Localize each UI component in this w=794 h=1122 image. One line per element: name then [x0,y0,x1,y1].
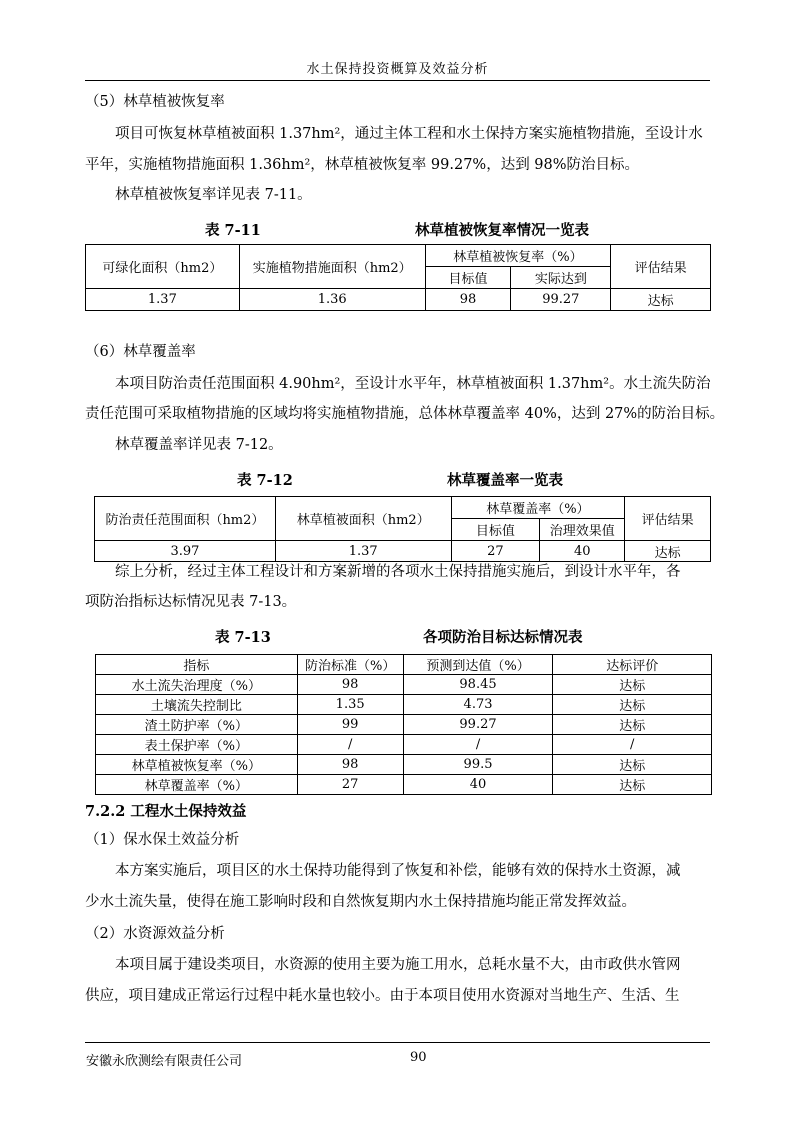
table-header-cell: 林草植被恢复率（%） [425,245,611,267]
paragraph: 供应，项目建成正常运行过程中耗水量也较小。由于本项目使用水资源对当地生产、生活、生 [85,988,680,1004]
table-cell: 99.5 [403,755,553,775]
table-header-cell: 评估结果 [625,497,711,541]
table-caption: 林草覆盖率一览表 [447,472,563,489]
table-number: 表 7-12 [237,472,293,489]
table-row [95,541,711,562]
table-cell: 98 [425,289,511,311]
table-cell: 3.97 [95,541,276,562]
table-header-cell: 可绿化面积（hm2） [86,245,240,289]
table-cell: 表土保护率（%） [96,735,298,755]
table-row [96,775,712,795]
paragraph: 本方案实施后，项目区的水土保持功能得到了恢复和补偿，能够有效的保持水土资源，减 [115,863,681,879]
table-cell: 98 [297,755,403,775]
table-header-cell: 治理效果值 [540,519,625,541]
table-cell: 1.36 [239,289,425,311]
paragraph: 责任范围可采取植物措施的区域均将实施植物措施，总体林草覆盖率 40%，达到 27%的防治目标。 [85,406,725,422]
paragraph: 平年，实施植物措施面积 1.36hm²，林草植被恢复率 99.27%，达到 98%防治目标。 [85,157,640,173]
table-number: 表 7-13 [215,629,271,646]
table-header-cell: 林草植被面积（hm2） [275,497,451,541]
table-cell: 达标 [553,695,712,715]
table-row [96,715,712,735]
table-cell: 27 [297,775,403,795]
table-cell: 40 [540,541,625,562]
subsection-heading: （2）水资源效益分析 [85,926,225,942]
table-cell: 1.35 [297,695,403,715]
table-cell: 达标 [553,675,712,695]
footer-rule [85,1042,710,1043]
paragraph: 林草植被恢复率详见表 7-11。 [115,187,312,203]
paragraph: 项防治指标达标情况见表 7-13。 [85,594,297,610]
table-number: 表 7-11 [205,222,261,239]
table-header-cell: 指标 [96,655,298,675]
table-row [96,755,712,775]
paragraph: 林草覆盖率详见表 7-12。 [115,437,283,453]
table-cell: 1.37 [275,541,451,562]
table-cell: 1.37 [86,289,240,311]
table-caption: 各项防治目标达标情况表 [423,629,583,646]
table-row [86,289,711,311]
table-7-12 [94,496,711,562]
table-header-cell: 评估结果 [611,245,711,289]
paragraph: 项目可恢复林草植被面积 1.37hm²，通过主体工程和水土保持方案实施植物措施，至设计水 [115,126,703,142]
table-cell: 98.45 [403,675,553,695]
table-cell: / [403,735,553,755]
table-header-cell: 目标值 [425,267,511,289]
table-header-cell: 防治责任范围面积（hm2） [95,497,276,541]
footer-company: 安徽永欣测绘有限责任公司 [86,1054,243,1069]
table-cell: 渣土防护率（%） [96,715,298,735]
table-cell: 水土流失治理度（%） [96,675,298,695]
table-header-cell: 预测到达值（%） [403,655,553,675]
table-header-cell: 实施植物措施面积（hm2） [239,245,425,289]
table-7-13 [95,654,712,795]
table-header-cell: 防治标准（%） [297,655,403,675]
paragraph: 本项目属于建设类项目，水资源的使用主要为施工用水，总耗水量不大，由市政供水管网 [115,957,681,973]
table-caption: 林草植被恢复率情况一览表 [415,222,589,239]
section-heading-7-2-2: 7.2.2 工程水土保持效益 [85,803,247,820]
page-number: 90 [410,1050,427,1065]
table-cell: 99.27 [511,289,611,311]
table-header-cell: 林草覆盖率（%） [451,497,625,519]
section-heading-6: （6）林草覆盖率 [85,344,196,360]
table-header-cell: 实际达到 [511,267,611,289]
table-cell: / [553,735,712,755]
table-7-11 [85,244,711,311]
table-row [96,735,712,755]
table-cell: 达标 [611,289,711,311]
table-cell: / [297,735,403,755]
page-header-title: 水土保持投资概算及效益分析 [306,62,489,77]
paragraph: 综上分析，经过主体工程设计和方案新增的各项水土保持措施实施后，到设计水平年，各 [115,564,681,580]
table-row [96,675,712,695]
table-cell: 林草植被恢复率（%） [96,755,298,775]
table-cell: 林草覆盖率（%） [96,775,298,795]
table-cell: 达标 [625,541,711,562]
table-cell: 达标 [553,775,712,795]
table-cell: 98 [297,675,403,695]
table-header-cell: 达标评价 [553,655,712,675]
table-cell: 达标 [553,715,712,735]
paragraph: 本项目防治责任范围面积 4.90hm²，至设计水平年，林草植被面积 1.37hm²。水土流失防治 [115,376,711,392]
table-cell: 27 [451,541,540,562]
subsection-heading: （1）保水保土效益分析 [85,832,240,848]
table-cell: 40 [403,775,553,795]
table-header-cell: 目标值 [451,519,540,541]
table-cell: 达标 [553,755,712,775]
header-rule [85,80,710,81]
paragraph: 少水土流失量，使得在施工影响时段和自然恢复期内水土保持措施均能正常发挥效益。 [85,894,636,910]
table-cell: 99 [297,715,403,735]
section-heading-5: （5）林草植被恢复率 [85,94,225,110]
table-cell: 4.73 [403,695,553,715]
table-cell: 土壤流失控制比 [96,695,298,715]
table-cell: 99.27 [403,715,553,735]
table-row [96,695,712,715]
